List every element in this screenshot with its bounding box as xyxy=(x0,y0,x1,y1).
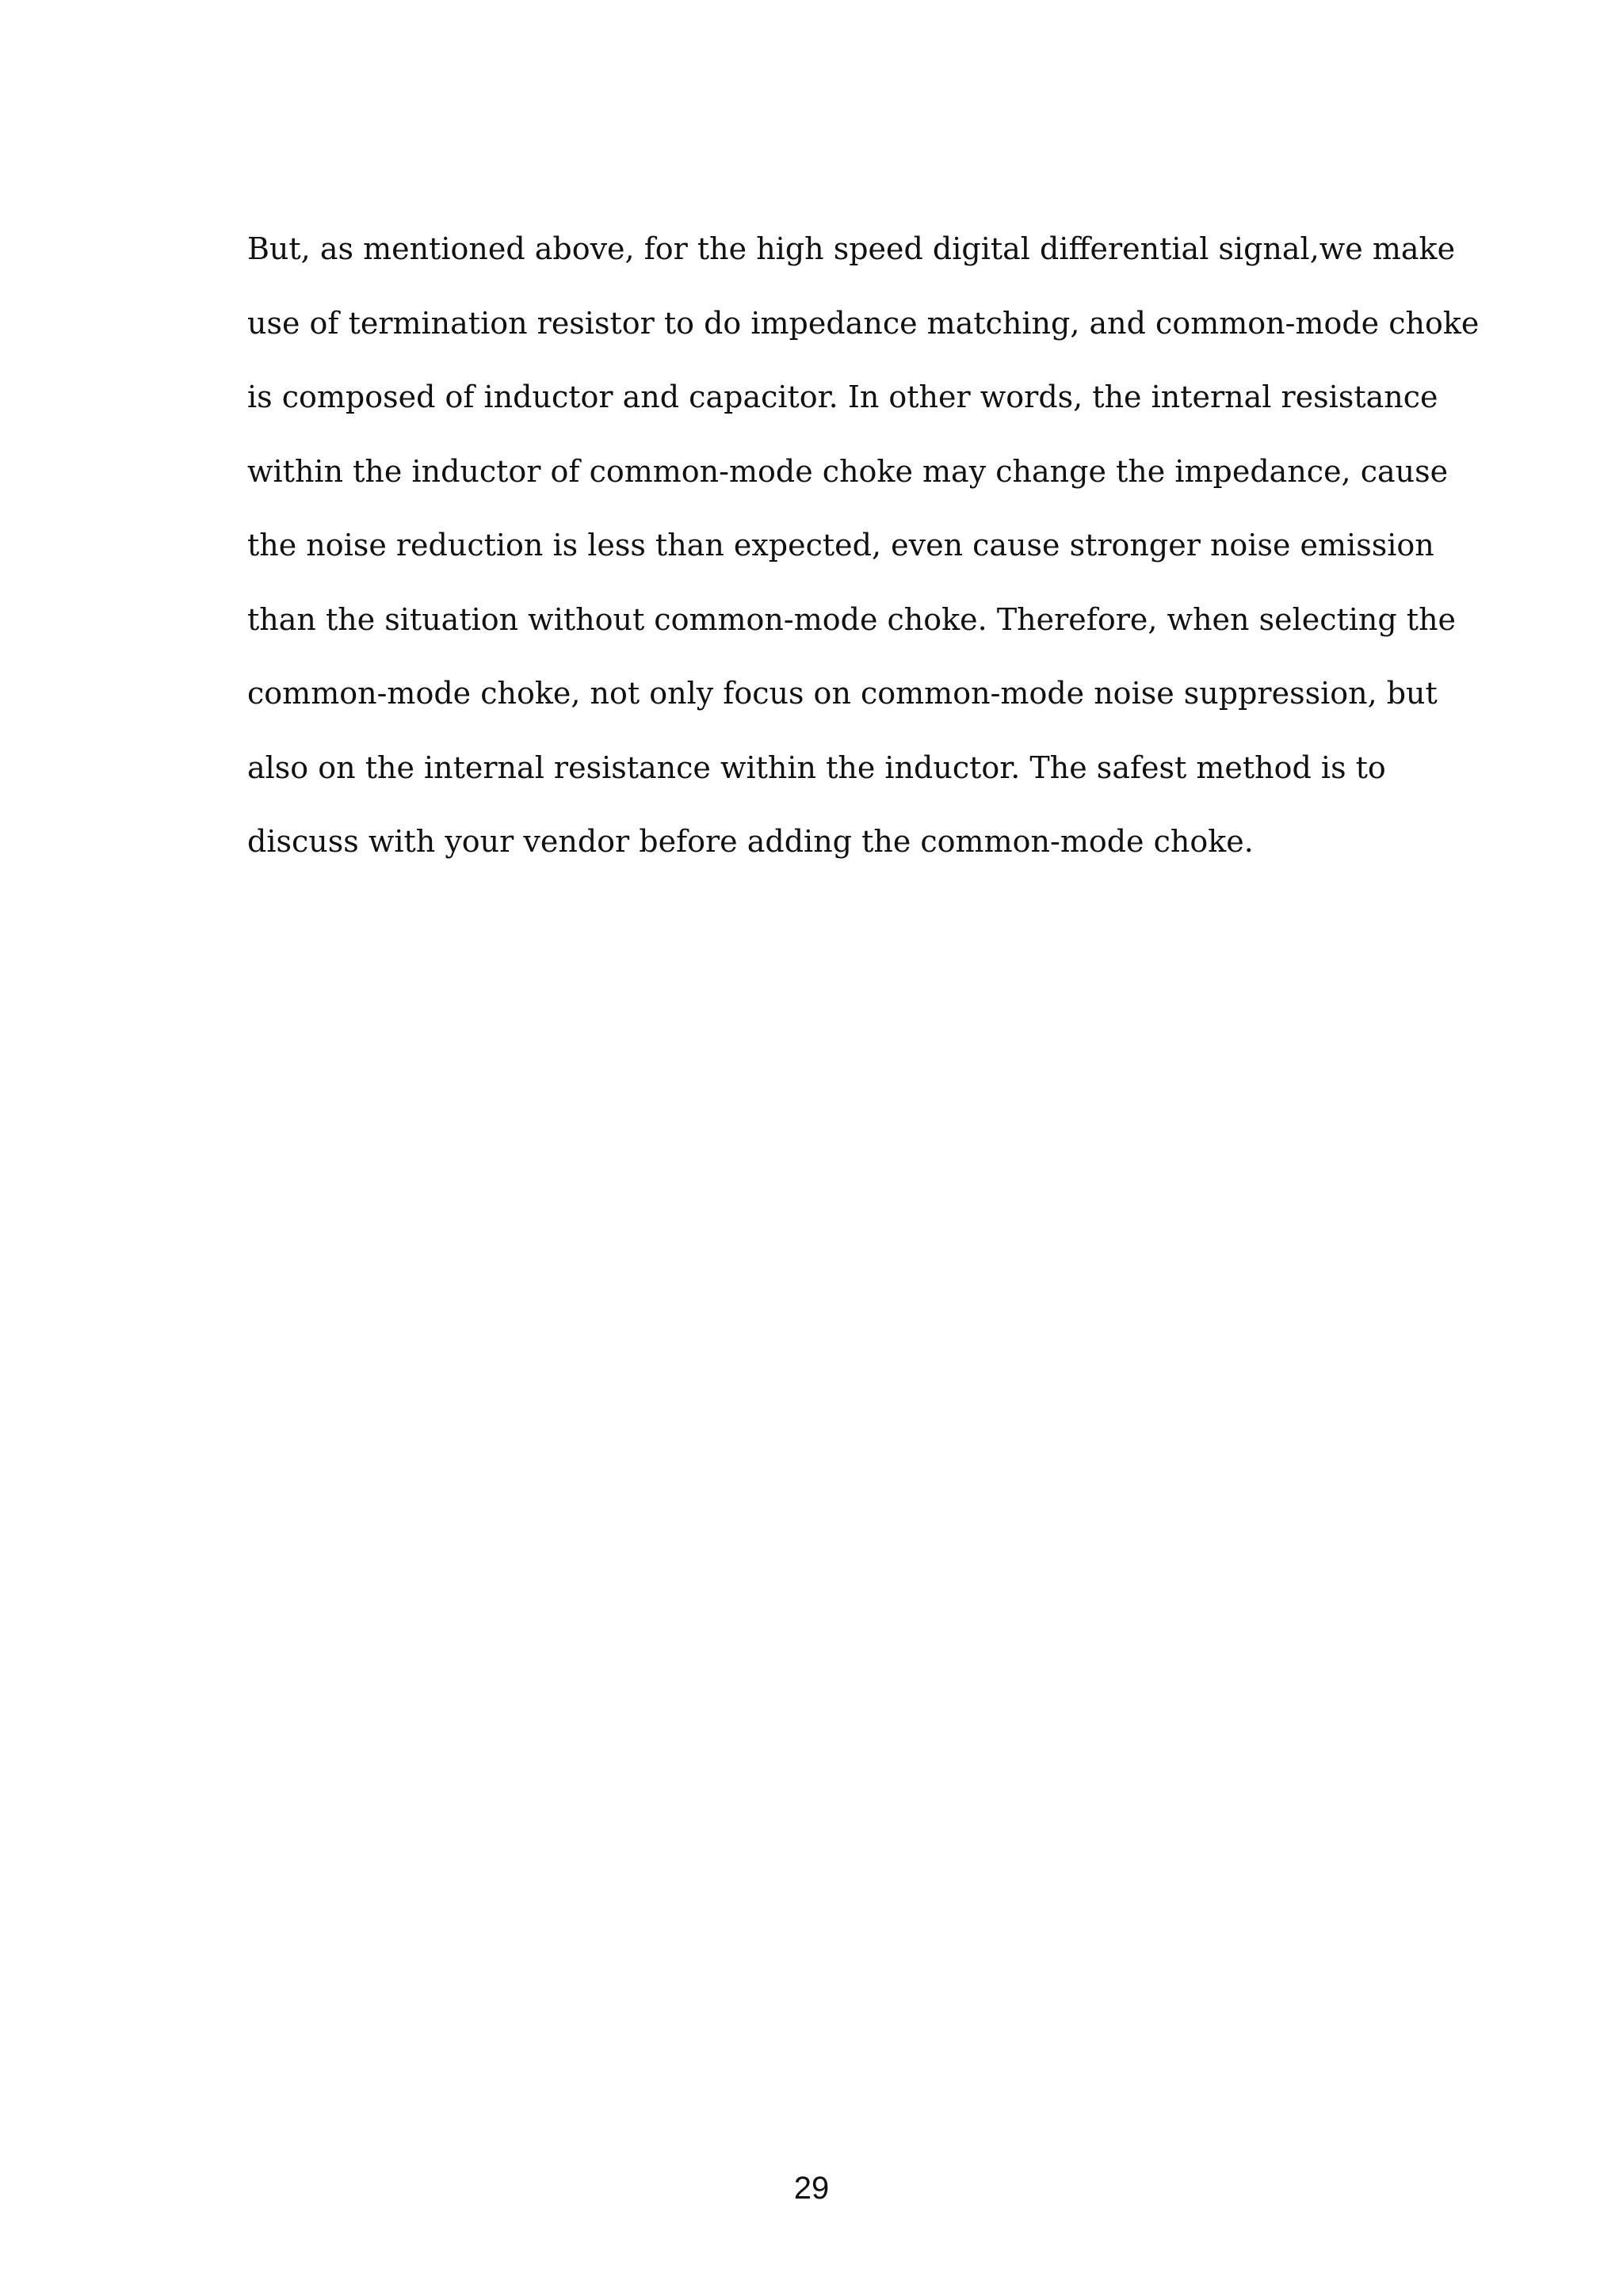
page-number: 29 xyxy=(793,2171,830,2206)
paragraph-line-1: But, as mentioned above, for the high speed digital differential signal,we make xyxy=(247,231,1456,266)
paragraph-line-2: use of termination resistor to do impedance matching, and common-mode choke xyxy=(247,305,1480,341)
paragraph-line-5: the noise reduction is less than expected, even cause stronger noise emission xyxy=(247,528,1434,563)
paragraph-line-9: discuss with your vendor before adding the common-mode choke. xyxy=(247,824,1254,859)
paragraph-line-6: than the situation without common-mode choke. Therefore, when selecting the xyxy=(247,601,1457,637)
paragraph-line-3: is composed of inductor and capacitor. In other words, the internal resistance xyxy=(247,379,1438,414)
paragraph-line-7: common-mode choke, not only focus on common-mode noise suppression, but xyxy=(247,676,1438,711)
paragraph-line-8: also on the internal resistance within the inductor. The safest method is to xyxy=(247,749,1386,785)
paragraph-line-4: within the inductor of common-mode choke may change the impedance, cause xyxy=(247,453,1449,489)
body-paragraph xyxy=(247,212,1480,879)
